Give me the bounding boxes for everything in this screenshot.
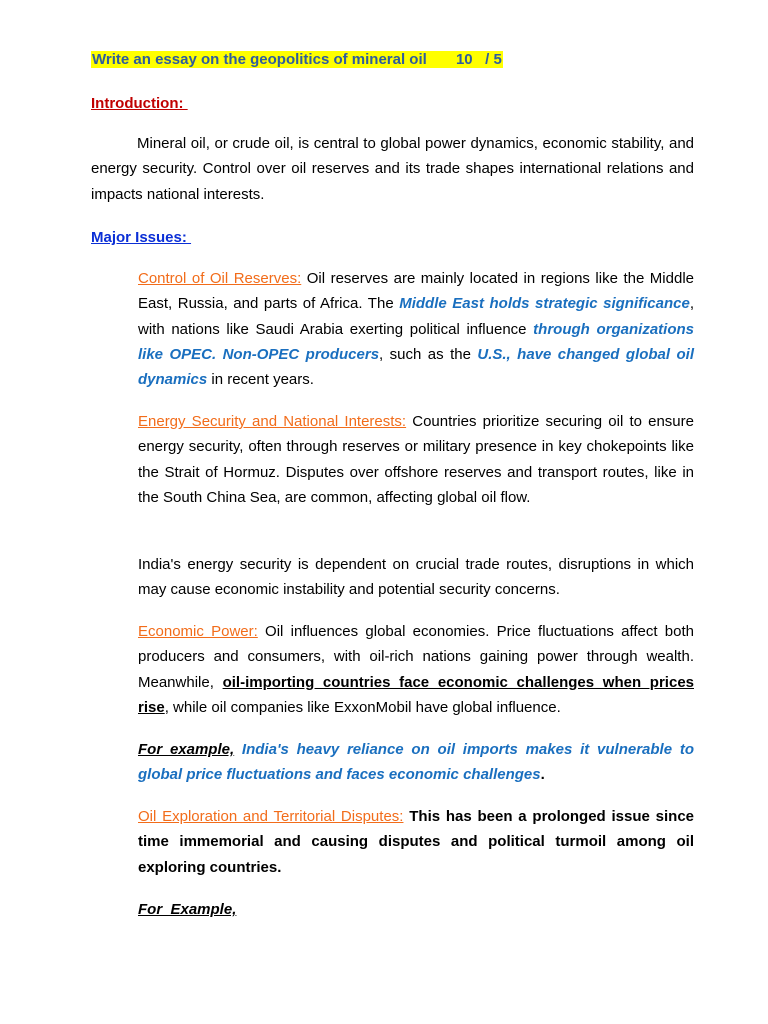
- economic-text-2: , while oil companies like ExxonMobil have global influence.: [164, 698, 561, 716]
- example-label-1: For example,: [138, 741, 235, 758]
- energy-text: Countries prioritize securing oil to ensure energy security, often through reserves or military presence in key chokepoints like the Strait of Hormuz. Disputes over offshore reserves and transport routes, like in the South China Sea, are common, affecting global oil flow.: [138, 413, 694, 506]
- india-text: India's energy security is dependent on crucial trade routes, disruptions in which may cause economic instability and potential security concerns.: [138, 556, 694, 599]
- example-paragraph-2: [138, 897, 694, 922]
- control-of-oil-reserves-paragraph: [138, 266, 694, 392]
- example-label-2: For Example,: [138, 901, 237, 918]
- exploration-text: This has been a prolonged issue since time immemorial and causing disputes and political turmoil among oil exploring countries.: [138, 808, 694, 876]
- example-paragraph-1: [138, 737, 694, 788]
- control-text-1: Oil reserves are mainly located in regions like the Middle East, Russia, and parts of Africa. The: [138, 270, 694, 313]
- india-energy-paragraph: [138, 552, 694, 603]
- control-subheading: Control of Oil Reserves:: [138, 270, 302, 287]
- energy-security-paragraph: [138, 409, 694, 510]
- introduction-text: Mineral oil, or crude oil, is central to global power dynamics, economic stability, and energy security. Control over oil reserves and its trade shapes international relations and impacts national interests.: [91, 135, 694, 203]
- economic-text-1: Oil influences global economies. Price fluctuations affect both producers and consumers, with oil-rich nations gaining power through wealth. Meanwhile,: [138, 623, 695, 691]
- energy-subheading: Energy Security and National Interests:: [138, 413, 407, 430]
- example-text-1: India's heavy reliance on oil imports makes it vulnerable to global price fluctuations and faces economic challenges: [138, 741, 694, 784]
- exploration-subheading: Oil Exploration and Territorial Disputes:: [138, 808, 404, 825]
- control-emphasis-3: U.S., have changed global oil dynamics: [138, 345, 695, 389]
- oil-exploration-paragraph: [138, 804, 694, 880]
- economic-subheading: Economic Power:: [138, 623, 258, 640]
- control-text-2: , with nations like Saudi Arabia exerting political influence: [138, 295, 695, 338]
- economic-power-paragraph: [138, 619, 694, 720]
- control-emphasis-1: Middle East holds strategic significance: [399, 295, 690, 313]
- control-emphasis-2: through organizations like OPEC. Non-OPEC producers: [138, 320, 694, 363]
- essay-title-text: Write an essay on the geopolitics of mineral oil 10 / 5: [92, 51, 502, 68]
- control-text-3: , such as the: [379, 345, 478, 363]
- economic-emphasis: oil-importing countries face economic challenges when prices rise: [138, 673, 694, 716]
- introduction-paragraph: [91, 131, 694, 207]
- example-period: .: [540, 766, 545, 784]
- introduction-heading: Introduction:: [91, 95, 188, 112]
- control-text-4: in recent years.: [207, 371, 314, 389]
- major-issues-heading: Major Issues:: [91, 229, 192, 246]
- essay-title: [91, 50, 503, 69]
